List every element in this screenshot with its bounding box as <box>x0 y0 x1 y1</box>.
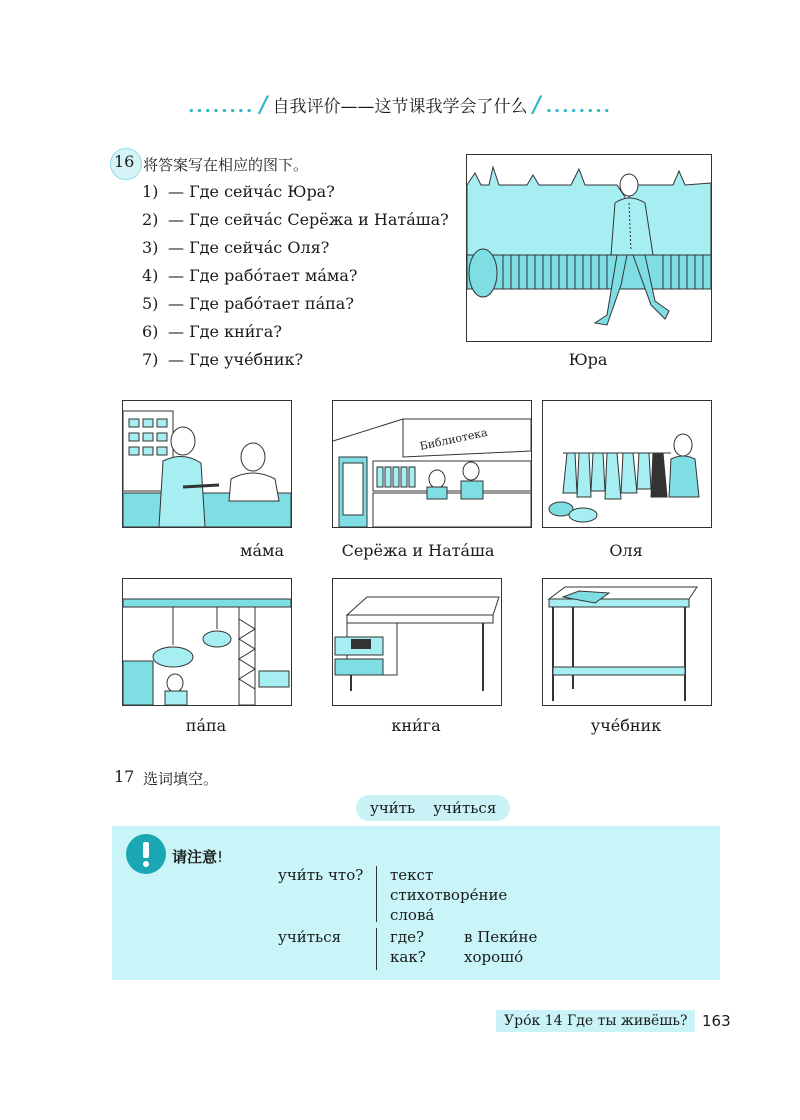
question-number: 2) <box>142 210 159 229</box>
word-option: учи́ть <box>370 799 416 817</box>
picture-mama <box>122 400 292 528</box>
caption-olya: Оля <box>609 541 643 560</box>
picture-uchebnik <box>542 578 712 706</box>
exclamation-icon <box>126 834 166 874</box>
word-bank <box>356 795 510 821</box>
factory-illustration <box>123 579 291 705</box>
library-sign-text: Библиотека <box>418 425 489 453</box>
header-dots-right: ........ <box>545 96 612 117</box>
grammar-answer: в Пеки́не <box>464 928 538 946</box>
caption-yura: Юра <box>568 350 608 369</box>
grammar-question: как? <box>390 948 426 966</box>
caption-papa: па́па <box>185 716 227 735</box>
exercise-16-number: 16 <box>114 152 135 171</box>
question-item <box>142 182 335 201</box>
header-slash-left: / <box>259 92 268 118</box>
note-title-mark: ! <box>217 848 224 866</box>
question-text: — Где сейча́с Оля? <box>168 238 330 257</box>
grammar-object: стихотворе́ние <box>390 886 508 904</box>
question-number: 7) <box>142 350 159 369</box>
grammar-verb-uchitsya: учи́ться <box>278 928 342 946</box>
grammar-verb-uchit: учи́ть что? <box>278 866 364 884</box>
walking-man-illustration <box>467 155 711 341</box>
question-item <box>142 210 449 229</box>
picture-yura <box>466 154 712 342</box>
picture-library <box>332 400 532 528</box>
question-text: — Где кни́га? <box>168 322 282 341</box>
question-text: — Где сейча́с Серёжа и Ната́ша? <box>168 210 449 229</box>
page-number: 163 <box>702 1012 731 1030</box>
table-with-book-illustration <box>543 579 711 705</box>
exercise-17-instruction: 选词填空。 <box>143 770 219 788</box>
question-text: — Где рабо́тает ма́ма? <box>168 266 358 285</box>
question-number: 1) <box>142 182 159 201</box>
question-text: — Где рабо́тает па́па? <box>168 294 354 313</box>
page-header <box>0 92 800 118</box>
header-slash-right: / <box>532 92 541 118</box>
question-item <box>142 322 282 341</box>
header-title: 自我评价——这节课我学会了什么 <box>272 97 528 117</box>
question-number: 6) <box>142 322 159 341</box>
header-dots-left: ........ <box>188 96 255 117</box>
note-title <box>172 846 223 867</box>
question-number: 4) <box>142 266 159 285</box>
office-scene-illustration <box>123 401 291 527</box>
caption-seryozha: Серёжа и Ната́ша <box>341 541 495 560</box>
picture-papa <box>122 578 292 706</box>
grammar-divider <box>376 928 377 970</box>
grammar-question: где? <box>390 928 425 946</box>
note-title-text: 请注意 <box>172 848 218 866</box>
exercise-17-number: 17 <box>114 767 135 786</box>
caption-uchebnik: уче́бник <box>590 716 662 735</box>
question-text: — Где уче́бник? <box>168 350 304 369</box>
desk-illustration <box>333 579 501 705</box>
caption-kniga: кни́га <box>391 716 441 735</box>
question-item <box>142 350 303 369</box>
exercise-16-instruction: 将答案写在相应的图下。 <box>143 156 309 174</box>
footer-lesson-label: Уро́к 14 Где ты живёшь? <box>496 1010 695 1032</box>
word-option: учи́ться <box>433 799 497 817</box>
clothing-store-illustration <box>543 401 711 527</box>
grammar-answer: хорошо́ <box>464 948 524 966</box>
question-text: — Где сейча́с Юра? <box>168 182 335 201</box>
question-number: 5) <box>142 294 159 313</box>
grammar-divider <box>376 866 377 922</box>
caption-mama: ма́ма <box>240 541 284 560</box>
question-item <box>142 238 329 257</box>
grammar-object: текст <box>390 866 434 884</box>
question-number: 3) <box>142 238 159 257</box>
library-illustration <box>333 401 531 527</box>
question-item <box>142 266 357 285</box>
question-item <box>142 294 354 313</box>
grammar-object: слова́ <box>390 906 435 924</box>
picture-olya <box>542 400 712 528</box>
picture-kniga <box>332 578 502 706</box>
